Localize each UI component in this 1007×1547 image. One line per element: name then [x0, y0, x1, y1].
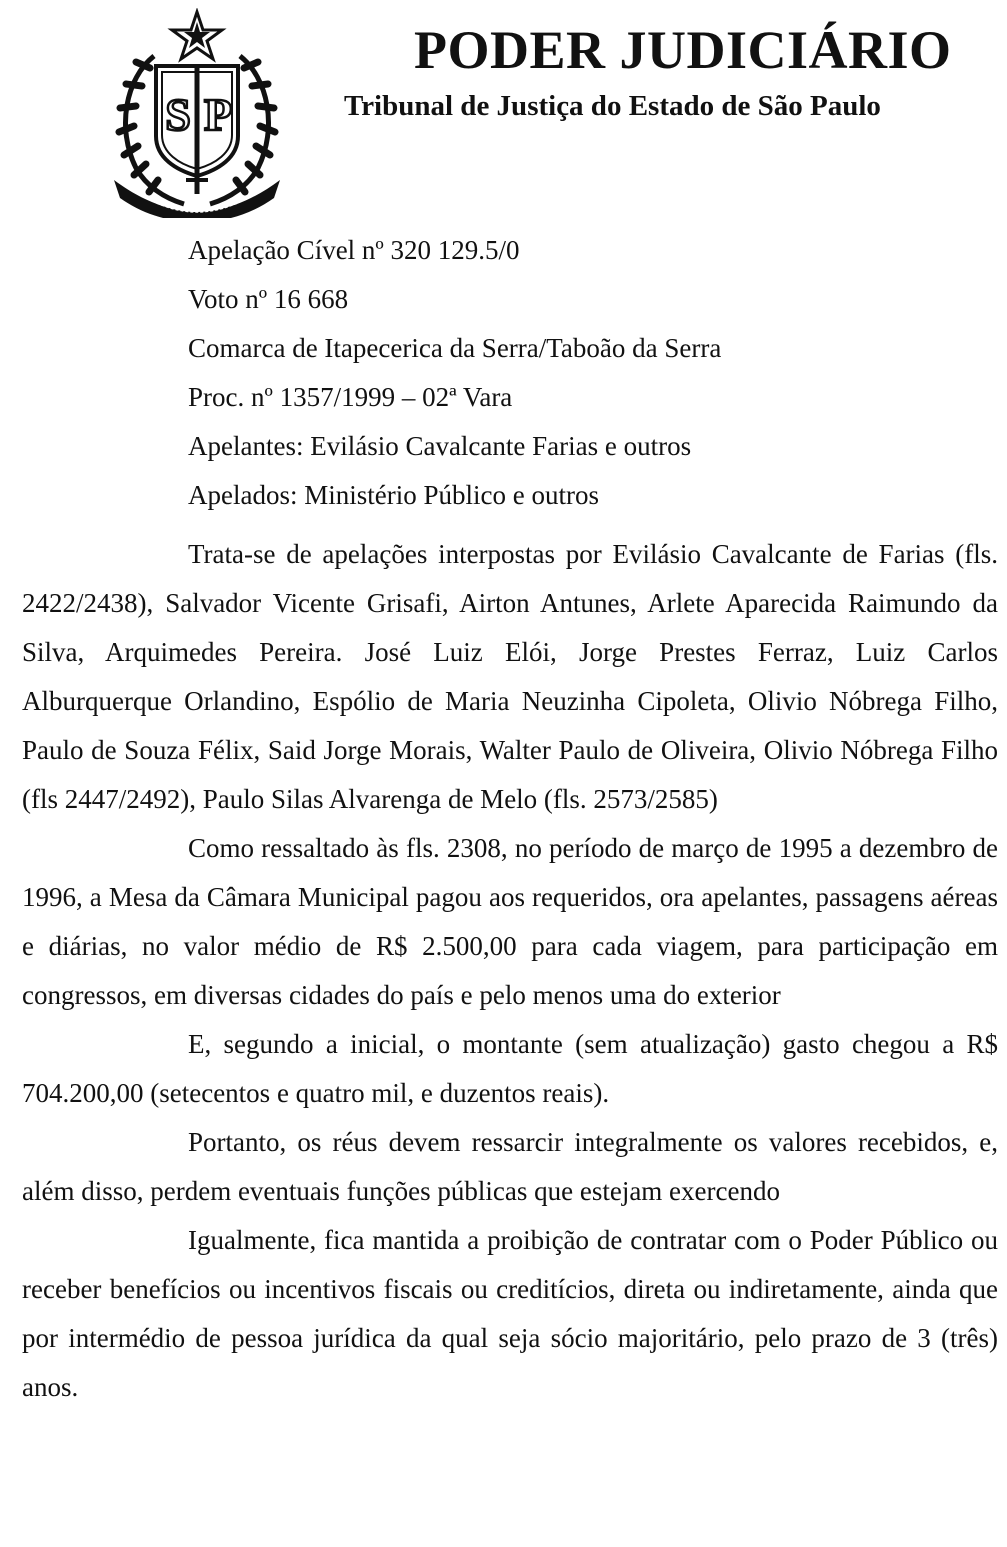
appellees: Apelados: Ministério Público e outros [188, 480, 599, 510]
appellants: Apelantes: Evilásio Cavalcante Farias e outros [188, 431, 692, 461]
paragraph-prohibition: Igualmente, fica mantida a proibição de contratar com o Poder Público ou receber benefícios ou incentivos fiscais ou creditícios, direta ou indiretamente, ainda que por intermédio de pessoa jurídica da qual seja sócio majoritário, pelo prazo de 3 (três) anos. [22, 1225, 998, 1402]
paragraph-reimbursement: Portanto, os réus devem ressarcir integralmente os valores recebidos, e, além disso, perdem eventuais funções públicas que estejam exercendo [22, 1127, 998, 1206]
court-title: PODER JUDICIÁRIO [414, 20, 952, 80]
sao-paulo-coat-of-arms-icon [106, 8, 288, 218]
paragraph-payments: Como ressaltado às fls. 2308, no período de março de 1995 a dezembro de 1996, a Mesa da Câmara Municipal pagou aos requeridos, ora apelantes, passagens aéreas e diárias, no valor médio de R$ 2.500,00 para cada viagem, para participação em congressos, em diversas cidades do país e pelo menos uma do exterior [22, 833, 998, 1010]
court-subtitle: Tribunal de Justiça do Estado de São Paulo [344, 90, 881, 122]
paragraph-appeals: Trata-se de apelações interpostas por Evilásio Cavalcante de Farias (fls. 2422/2438), Salvador Vicente Grisafi, Airton Antunes, Arlete Aparecida Raimundo da Silva, Arquimedes Pereira. José Luiz Elói, Jorge Prestes Ferraz, Luiz Carlos Alburquerque Orlandino, Espólio de Maria Neuzinha Cipoleta, Olivio Nóbrega Filho, Paulo de Souza Félix, Said Jorge Morais, Walter Paulo de Oliveira, Olivio Nóbrega Filho (fls 2447/2492), Paulo Silas Alvarenga de Melo (fls. 2573/2585) [22, 539, 998, 814]
appeal-number: Apelação Cível nº 320 129.5/0 [188, 235, 520, 265]
paragraph-amount: E, segundo a inicial, o montante (sem atualização) gasto chegou a R$ 704.200,00 (setecentos e quatro mil, e duzentos reais). [22, 1029, 998, 1108]
jurisdiction: Comarca de Itapecerica da Serra/Taboão da Serra [188, 333, 722, 363]
document-body [22, 530, 998, 1412]
process-number: Proc. nº 1357/1999 – 02ª Vara [188, 382, 513, 412]
case-info [188, 226, 721, 520]
seal-letter-p: P [203, 89, 233, 140]
vote-number: Voto nº 16 668 [188, 284, 349, 314]
seal-letter-s: S [165, 89, 191, 140]
